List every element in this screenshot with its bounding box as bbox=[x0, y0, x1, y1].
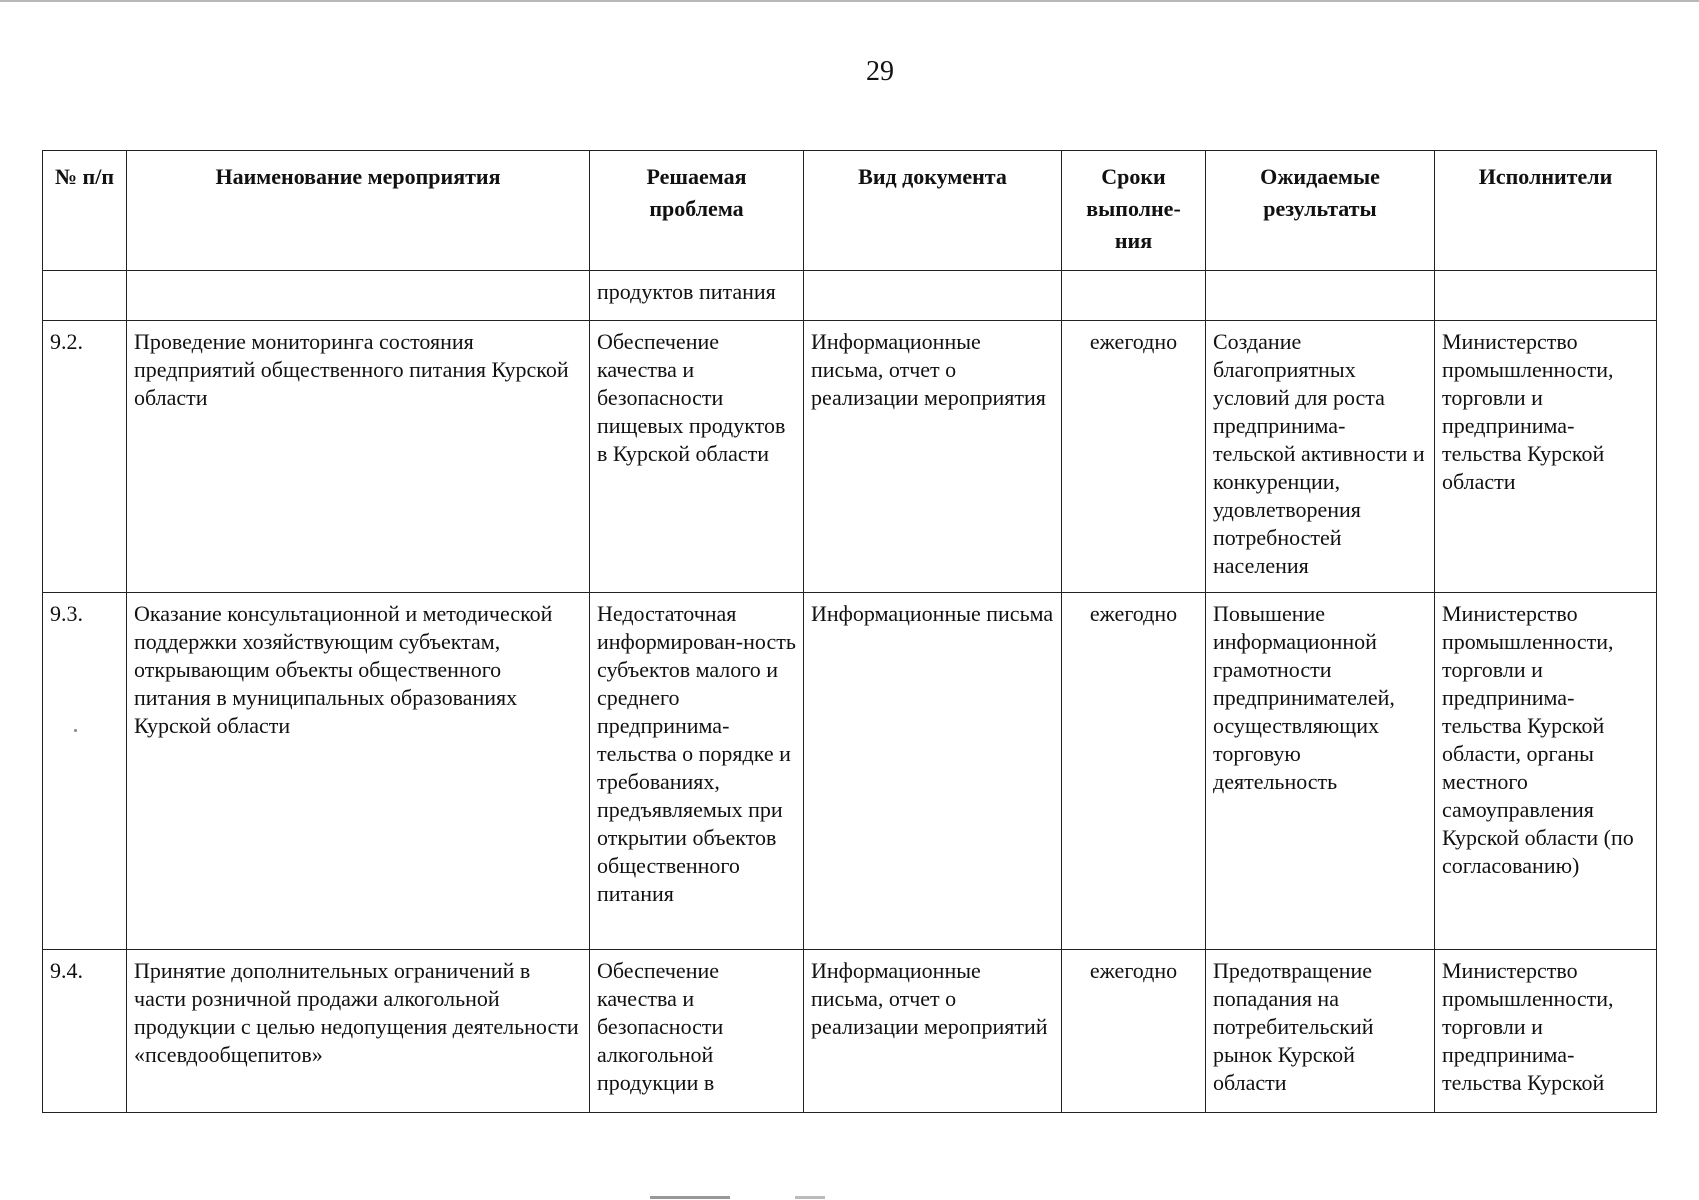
header-term: Сроки выполне-ния bbox=[1062, 151, 1206, 271]
cell-name bbox=[127, 271, 590, 321]
cell-problem: продуктов питания bbox=[590, 271, 804, 321]
cell-term bbox=[1062, 271, 1206, 321]
cell-doc-type bbox=[804, 271, 1062, 321]
table-row bbox=[43, 321, 1657, 593]
header-problem: Решаемая проблема bbox=[590, 151, 804, 271]
cell-results: Создание благоприятных условий для роста предпринима-тельской активности и конкуренции, удовлетворения потребностей населения bbox=[1206, 321, 1435, 593]
cell-executors bbox=[1435, 271, 1657, 321]
cell-term: ежегодно bbox=[1062, 950, 1206, 1113]
cell-num: 9.2. bbox=[43, 321, 127, 593]
page-number: 29 bbox=[866, 56, 894, 87]
cell-executors: Министерство промышленности, торговли и предпринима-тельства Курской области, органы местного самоуправления Курской области (по согласованию) bbox=[1435, 593, 1657, 950]
cell-num: 9.3. bbox=[43, 593, 127, 950]
header-doc-type: Вид документа bbox=[804, 151, 1062, 271]
scan-edge-bottom bbox=[650, 1196, 730, 1199]
cell-doc-type: Информационные письма, отчет о реализации мероприятия bbox=[804, 321, 1062, 593]
measures-table bbox=[42, 150, 1657, 1113]
header-num: № п/п bbox=[43, 151, 127, 271]
table-row bbox=[43, 593, 1657, 950]
scan-edge-bottom-secondary bbox=[795, 1196, 825, 1199]
cell-results: Предотвращение попадания на потребительский рынок Курской области bbox=[1206, 950, 1435, 1113]
cell-results bbox=[1206, 271, 1435, 321]
table-row-continuation bbox=[43, 271, 1657, 321]
header-name: Наименование мероприятия bbox=[127, 151, 590, 271]
header-executors: Исполнители bbox=[1435, 151, 1657, 271]
cell-problem: Обеспечение качества и безопасности алкогольной продукции в bbox=[590, 950, 804, 1113]
cell-results: Повышение информационной грамотности предпринимателей, осуществляющих торговую деятельность bbox=[1206, 593, 1435, 950]
cell-executors: Министерство промышленности, торговли и предпринима-тельства Курской области bbox=[1435, 321, 1657, 593]
cell-problem: Недостаточная информирован-ность субъектов малого и среднего предпринима-тельства о порядке и требованиях, предъявляемых при открытии объектов общественного питания bbox=[590, 593, 804, 950]
cell-doc-type: Информационные письма, отчет о реализации мероприятий bbox=[804, 950, 1062, 1113]
cell-name: Проведение мониторинга состояния предприятий общественного питания Курской области bbox=[127, 321, 590, 593]
cell-executors: Министерство промышленности, торговли и предпринима-тельства Курской bbox=[1435, 950, 1657, 1113]
table-row bbox=[43, 950, 1657, 1113]
table-header-row bbox=[43, 151, 1657, 271]
cell-term: ежегодно bbox=[1062, 321, 1206, 593]
cell-name: Оказание консультационной и методической поддержки хозяйствующим субъектам, открывающим объекты общественного питания в муниципальных образованиях Курской области bbox=[127, 593, 590, 950]
cell-num bbox=[43, 271, 127, 321]
cell-num: 9.4. bbox=[43, 950, 127, 1113]
scan-edge-top bbox=[0, 0, 1699, 2]
cell-name: Принятие дополнительных ограничений в части розничной продажи алкогольной продукции с целью недопущения деятельности «псевдообщепитов» bbox=[127, 950, 590, 1113]
cell-doc-type: Информационные письма bbox=[804, 593, 1062, 950]
header-results: Ожидаемые результаты bbox=[1206, 151, 1435, 271]
cell-term: ежегодно bbox=[1062, 593, 1206, 950]
cell-problem: Обеспечение качества и безопасности пищевых продуктов в Курской области bbox=[590, 321, 804, 593]
scan-speck bbox=[74, 729, 77, 732]
